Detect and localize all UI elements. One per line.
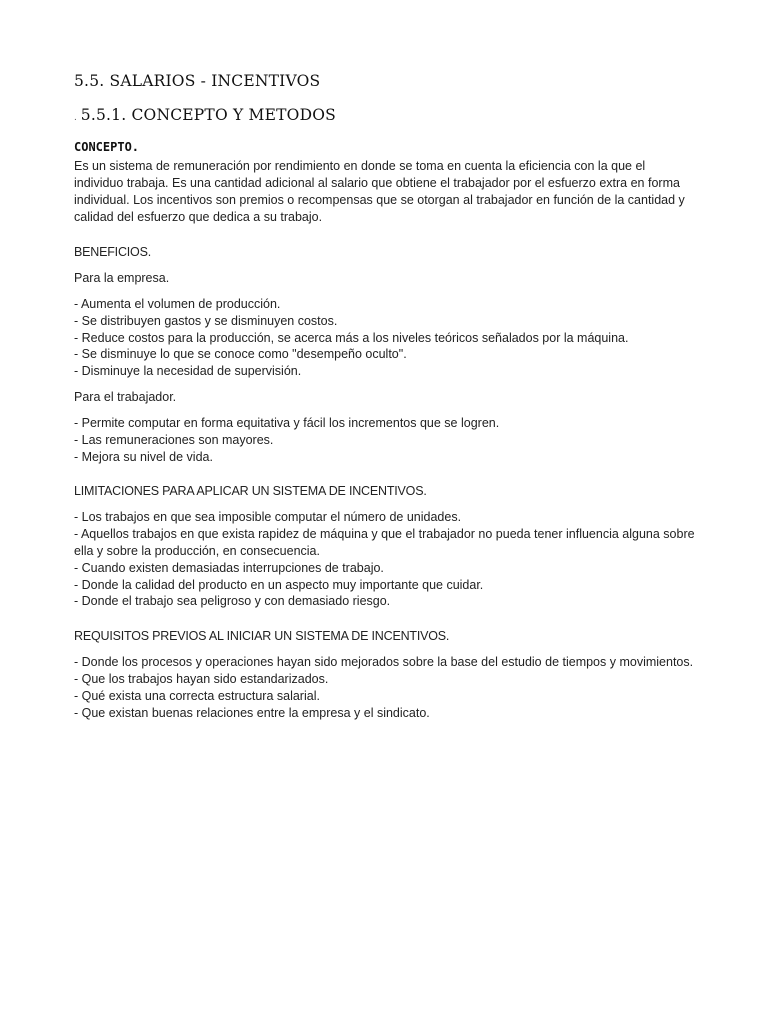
list-item: - Donde el trabajo sea peligroso y con demasiado riesgo. (74, 594, 391, 609)
list-item: - Se distribuyen gastos y se disminuyen costos. (74, 313, 338, 328)
list-item: - Cuando existen demasiadas interrupciones de trabajo. (74, 560, 384, 575)
empresa-heading: Para la empresa. (74, 271, 170, 285)
list-item: - Disminuye la necesidad de supervisión. (74, 364, 302, 379)
list-item: - Se disminuye lo que se conoce como "desempeño oculto". (74, 347, 407, 362)
document-subtitle: 5.5.1. CONCEPTO Y METODOS (80, 106, 336, 124)
trabajador-list (74, 415, 696, 465)
list-item: - Las remuneraciones son mayores. (74, 432, 274, 447)
beneficios-heading: BENEFICIOS. (74, 245, 151, 259)
subtitle-row (74, 106, 696, 124)
concepto-heading: CONCEPTO. (74, 140, 140, 154)
list-item: - Mejora su nivel de vida. (74, 449, 213, 464)
list-item: - Qué exista una correcta estructura salarial. (74, 688, 320, 703)
limitaciones-list (74, 509, 696, 610)
empresa-list (74, 296, 696, 380)
list-item: - Aumenta el volumen de producción. (74, 297, 281, 311)
list-item: - Aquellos trabajos en que exista rapidez de máquina y que el trabajador no pueda tener influencia alguna sobre ella y sobre la producción, en consecuencia. (74, 527, 695, 558)
concepto-paragraph: Es un sistema de remuneración por rendimiento en donde se toma en cuenta la eficiencia con la que el individuo trabaja. Es una cantidad adicional al salario que obtiene el trabajador por el esfuerzo extra en forma individual. Los incentivos son premios o recompensas que se otorgan al trabajador en función de la cantidad y calidad del esfuerzo que dedica a su trabajo. (74, 159, 685, 224)
requisitos-heading: REQUISITOS PREVIOS AL INICIAR UN SISTEMA DE INCENTIVOS. (74, 629, 450, 644)
list-item: - Donde la calidad del producto en un aspecto muy importante que cuidar. (74, 577, 484, 592)
list-item: - Que existan buenas relaciones entre la empresa y el sindicato. (74, 705, 430, 720)
list-item: - Los trabajos en que sea imposible computar el número de unidades. (74, 510, 462, 525)
list-item: - Reduce costos para la producción, se acerca más a los niveles teóricos señalados por la máquina. (74, 330, 629, 345)
list-item: - Permite computar en forma equitativa y fácil los incrementos que se logren. (74, 415, 500, 430)
document-title: 5.5. SALARIOS - INCENTIVOS (74, 72, 321, 90)
trabajador-heading: Para el trabajador. (74, 389, 177, 404)
limitaciones-heading: LIMITACIONES PARA APLICAR UN SISTEMA DE INCENTIVOS. (74, 484, 427, 499)
list-item: - Que los trabajos hayan sido estandarizados. (74, 671, 329, 686)
list-item: - Donde los procesos y operaciones hayan sido mejorados sobre la base del estudio de tiempos y movimientos. (74, 655, 694, 670)
document-page (74, 72, 696, 721)
requisitos-list (74, 654, 696, 721)
subtitle-prefix: . (74, 112, 77, 123)
